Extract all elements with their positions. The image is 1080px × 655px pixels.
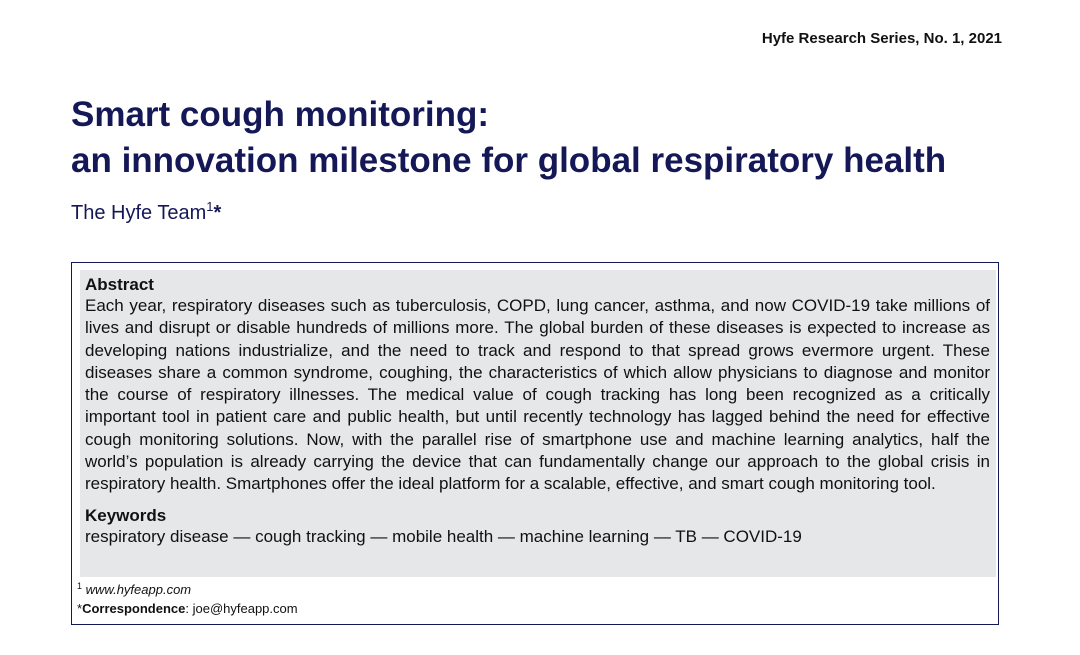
affiliation-mark: 1 <box>206 199 214 214</box>
paper-title <box>71 92 946 184</box>
correspondence-footnote-mark: * <box>77 601 83 616</box>
correspondence-email[interactable]: joe@hyfeapp.com <box>192 601 298 616</box>
footnotes <box>77 580 298 618</box>
affiliation-footnote <box>77 580 298 599</box>
correspondence-separator: : <box>185 601 193 616</box>
correspondence-footnote <box>77 599 298 618</box>
paper-title-line-2: an innovation milestone for global respiratory health <box>71 141 947 180</box>
affiliation-url[interactable]: www.hyfeapp.com <box>85 582 192 597</box>
abstract-panel <box>80 270 996 577</box>
abstract-box <box>71 262 999 625</box>
correspondence-label: Correspondence <box>82 601 186 616</box>
keywords-heading: Keywords <box>85 505 167 525</box>
paper-title-line-1: Smart cough monitoring: <box>71 95 490 134</box>
keywords-text: respiratory disease — cough tracking — mobile health — machine learning — TB — COVID-19 <box>85 526 802 546</box>
author-line <box>71 199 222 225</box>
abstract-heading: Abstract <box>85 275 154 294</box>
affiliation-footnote-mark: 1 <box>77 581 83 591</box>
series-label: Hyfe Research Series, No. 1, 2021 <box>761 30 1002 47</box>
abstract-text: Each year, respiratory diseases such as tuberculosis, COPD, lung cancer, asthma, and now COVID-19 take millions of lives and disrupt or disable hundreds of millions more. The global burden of these diseases is expected to increase as developing nations industrialize, and the need to track and respond to that spread grows evermore urgent. These diseases share a common syndrome, coughing, the characteristics of which allow physicians to diagnose and monitor the course of respiratory illnesses. The medical value of cough tracking has long been recognized as a critically important tool in patient care and public health, but until recently technology has lagged behind the need for effective cough monitoring solutions. Now, with the parallel rise of smartphone use and machine learning analytics, half the world’s population is already carrying the device that can fundamentally change our approach to the global crisis in respiratory health. Smartphones offer the ideal platform for a scalable, effective, and smart cough monitoring tool. <box>85 296 990 494</box>
correspondence-mark: * <box>213 202 222 224</box>
author-name: The Hyfe Team <box>71 202 207 224</box>
